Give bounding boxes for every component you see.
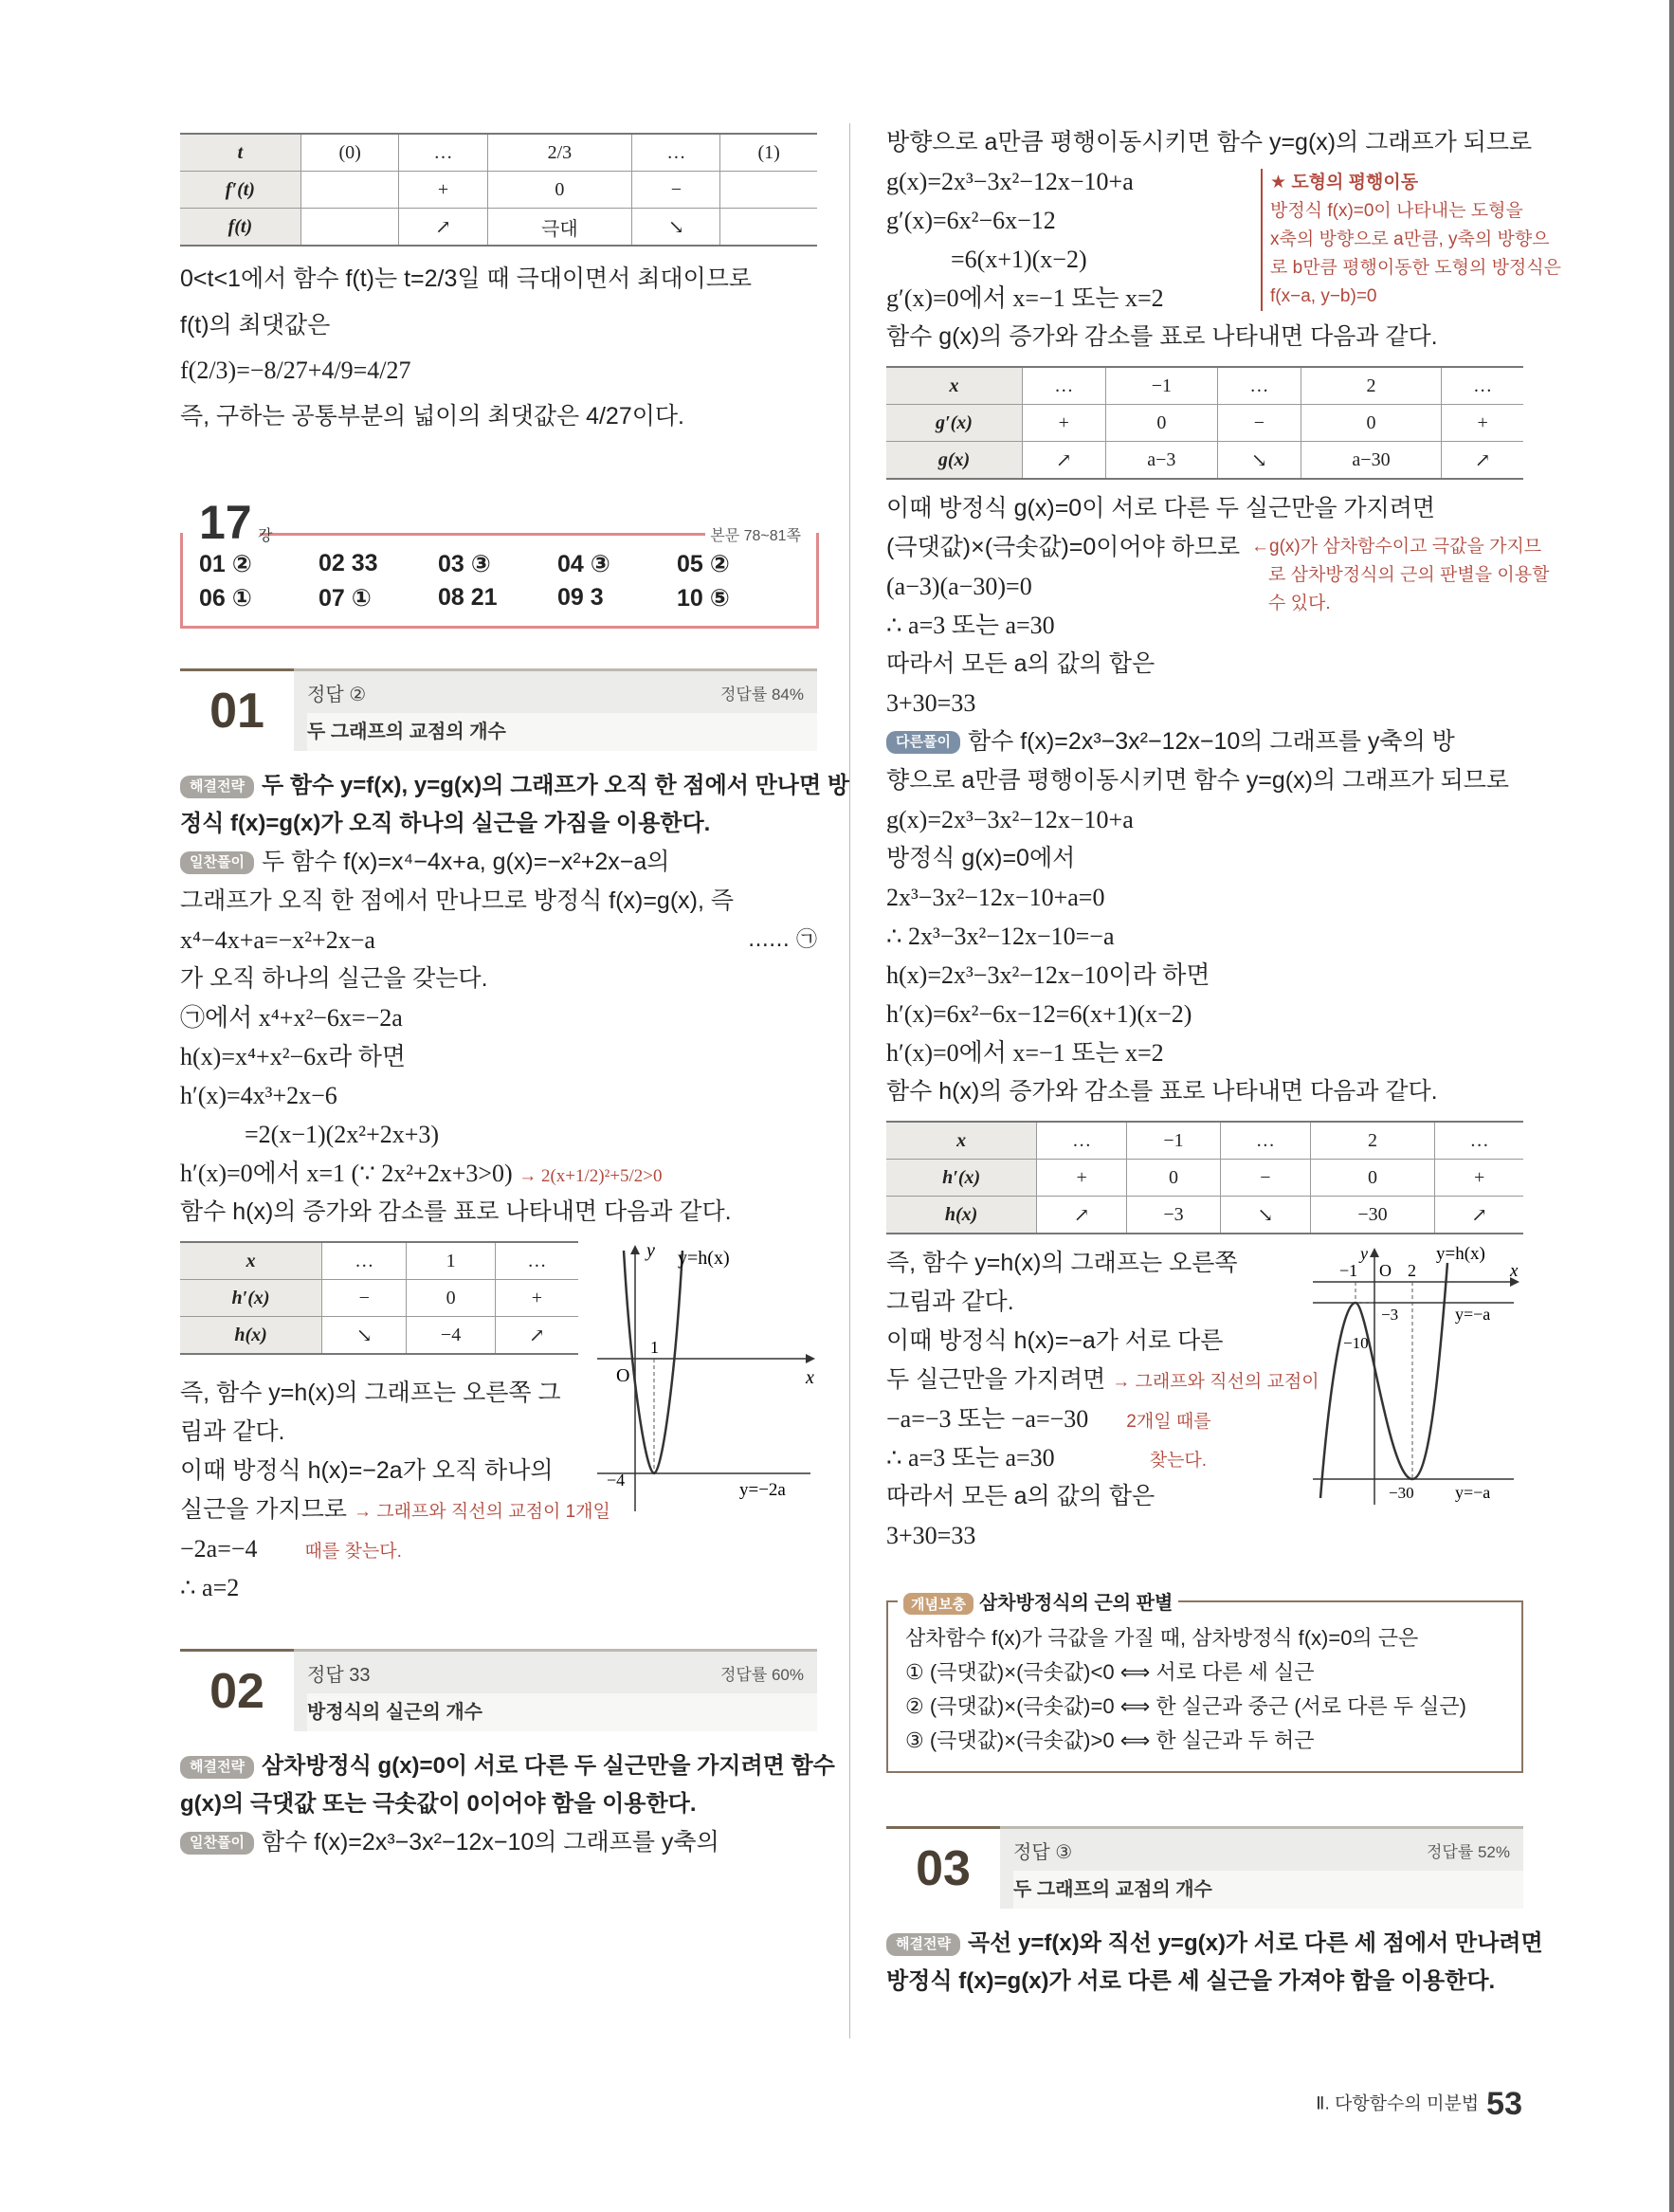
solution-text: 방향으로 a만큼 평행이동시키면 함수 y=g(x)의 그래프가 되므로 <box>886 129 1533 155</box>
table-cell: h(x) <box>180 1317 322 1355</box>
equation-text: h′(x)=4x³+2x−6 <box>180 1082 337 1109</box>
equation-text: 3+30=33 <box>886 689 976 717</box>
right-after-text <box>886 1244 1319 1555</box>
min-label: −4 <box>607 1471 626 1490</box>
concept-title-text: 삼차방정식의 근의 판별 <box>978 1593 1174 1614</box>
ym3-label: −3 <box>1381 1306 1399 1324</box>
table-cell: g(x) <box>886 442 1022 480</box>
table-cell: 0 <box>1310 1160 1435 1197</box>
table-row <box>886 1197 1523 1234</box>
question-info <box>1000 1826 1523 1909</box>
table-cell: f(t) <box>180 209 300 247</box>
table-cell: … <box>1435 1122 1523 1160</box>
right-graph-area <box>886 1244 1523 1566</box>
table-cell: ↗ <box>1037 1197 1127 1234</box>
concept-box <box>886 1593 1523 1773</box>
graph-hx-right <box>1313 1244 1523 1509</box>
table-cell: 2/3 <box>487 134 632 172</box>
question-answer: 정답 33 <box>307 1665 371 1686</box>
table-cell: h′(x) <box>886 1160 1037 1197</box>
solution-text: 즉, 함수 y=h(x)의 그래프는 오른쪽 그 <box>180 1380 561 1406</box>
solution-text: 림과 같다. <box>180 1418 285 1445</box>
table-cell: ↗ <box>1022 442 1105 480</box>
question-info <box>294 1649 817 1731</box>
solution-text: 따라서 모든 a의 값의 합은 <box>886 650 1155 677</box>
table-ft <box>180 133 817 247</box>
table-row <box>886 1122 1523 1160</box>
equation-text: h′(x)=0에서 x=−1 또는 x=2 <box>886 1039 1164 1067</box>
answer-item: 09 3 <box>557 584 604 611</box>
graph-hx <box>597 1241 817 1516</box>
lesson-number: 17 <box>193 495 258 550</box>
solution-text: 이때 방정식 h(x)=−a가 서로 다른 <box>886 1327 1224 1354</box>
table-cell: ↘ <box>632 209 720 247</box>
table-cell: ↘ <box>322 1317 407 1355</box>
question-number: 02 <box>180 1649 294 1731</box>
answer-key-box <box>180 496 817 631</box>
equation-text: g′(x)=0에서 x=−1 또는 x=2 <box>886 284 1164 312</box>
table-cell: … <box>1218 367 1301 405</box>
strategy-line <box>886 1925 1543 1963</box>
table-cell: 1 <box>407 1242 495 1280</box>
line-label-top: y=−a <box>1455 1305 1491 1324</box>
table-cell: −1 <box>1105 367 1217 405</box>
table-cell: t <box>180 134 300 172</box>
table-cell: (1) <box>720 134 817 172</box>
question-number: 01 <box>180 668 294 751</box>
curve-label: y=h(x) <box>678 1248 730 1269</box>
table-row <box>180 1242 578 1280</box>
equation-text: ∴ a=2 <box>180 1574 240 1601</box>
note-graph-3: 찾는다. <box>1149 1451 1208 1471</box>
equation-text: g(x)=2x³−3x²−12x−10+a <box>886 168 1134 195</box>
note-graph: → 그래프와 직선의 교점이 1개일 <box>353 1502 610 1522</box>
solution-text: 그래프가 오직 한 점에서 만나므로 방정식 f(x)=g(x), 즉 <box>180 887 735 914</box>
equation-text: h′(x)=0에서 x=1 (∵ 2x²+2x+3>0) <box>180 1160 513 1187</box>
table-cell <box>300 209 399 247</box>
table-cell <box>720 209 817 247</box>
table-cell: a−3 <box>1105 442 1217 480</box>
note-title: ★ 도형의 평행이동 <box>1270 173 1419 192</box>
x1-label: 1 <box>650 1338 659 1357</box>
table-cell: −30 <box>1310 1197 1435 1234</box>
table-cell: + <box>399 172 487 209</box>
y-axis-arrow <box>630 1245 640 1254</box>
table-cell: 극대 <box>487 209 632 247</box>
table-cell: ↘ <box>1220 1197 1310 1234</box>
table-cell: − <box>1218 405 1301 442</box>
equation-text: h(x)=x⁴+x²−6x라 하면 <box>180 1043 407 1070</box>
table-cell: … <box>632 134 720 172</box>
table-cell: + <box>1037 1160 1127 1197</box>
right-column <box>886 123 1561 2001</box>
table-cell: − <box>322 1280 407 1317</box>
solution-text: 따라서 모든 a의 값의 합은 <box>886 1483 1155 1509</box>
concept-line: 삼차함수 f(x)가 극값을 가질 때, 삼차방정식 f(x)=0의 근은 <box>905 1626 1419 1650</box>
strategy-text: 두 함수 y=f(x), y=g(x)의 그래프가 오직 한 점에서 만나면 방 <box>261 773 850 798</box>
table-cell: 2 <box>1301 367 1442 405</box>
text-max-value: f(t)의 최댓값은 <box>180 312 331 338</box>
x-axis-arrow <box>806 1354 815 1363</box>
concept-title <box>898 1587 1178 1615</box>
answer-item: 03 ③ <box>438 551 491 577</box>
equation-text: −2a=−4 <box>180 1535 258 1563</box>
note-translation <box>1261 169 1561 311</box>
table-cell: 0 <box>1127 1160 1221 1197</box>
table-cell: a−30 <box>1301 442 1442 480</box>
table-row <box>180 1317 578 1355</box>
solution-tag: 일찬풀이 <box>180 1832 254 1855</box>
equation-f-two-thirds: f(2/3)=−8/27+4/9=4/27 <box>180 356 411 384</box>
table-cell: + <box>495 1280 578 1317</box>
strategy-line <box>180 767 850 805</box>
curve-hx <box>624 1251 682 1473</box>
answer-grid <box>199 550 796 612</box>
xm1-label: −1 <box>1339 1261 1358 1280</box>
lesson-label: 강 <box>258 528 273 544</box>
table-cell: (0) <box>300 134 399 172</box>
note-line: 수 있다. <box>1268 594 1331 613</box>
table-cell: − <box>1220 1160 1310 1197</box>
solution-line <box>886 1361 1319 1399</box>
table-cell: x <box>886 1122 1037 1160</box>
solution-text: 실근을 가지므로 <box>180 1496 347 1523</box>
circle-mark: …… ㉠ <box>748 928 817 952</box>
table-cell <box>720 172 817 209</box>
concept-line: ① (극댓값)×(극솟값)<0 ⟺ 서로 다른 세 실근 <box>905 1660 1315 1684</box>
table-cell: g′(x) <box>886 405 1022 442</box>
strategy-text-2: 정식 f(x)=g(x)가 오직 하나의 실근을 가짐을 이용한다. <box>180 811 711 836</box>
y-label: y <box>646 1241 655 1261</box>
question-rate: 정답률 60% <box>719 1666 804 1684</box>
note-title-text: 도형의 평행이동 <box>1291 173 1419 192</box>
table-cell: ↗ <box>495 1317 578 1355</box>
question-answer: 정답 ② <box>307 685 367 705</box>
strategy-tag: 해결전략 <box>180 776 254 798</box>
solution-text: (극댓값)×(극솟값)=0이어야 하므로 <box>886 534 1241 560</box>
table-cell: − <box>632 172 720 209</box>
table-cell: … <box>399 134 487 172</box>
page-footer <box>1316 2086 1522 2123</box>
table-row <box>886 1160 1523 1197</box>
table-row <box>886 442 1523 480</box>
strategy-tag: 해결전략 <box>886 1933 960 1956</box>
note-cubic <box>1251 533 1549 618</box>
table-hx-right <box>886 1121 1523 1234</box>
equation-text: g(x)=2x³−3x²−12x−10+a <box>886 806 1134 833</box>
table-cell: … <box>322 1242 407 1280</box>
right-mid-block <box>886 489 1550 722</box>
answer-item: 02 33 <box>318 550 378 576</box>
table-cell: −1 <box>1127 1122 1221 1160</box>
solution-text: 방정식 g(x)=0에서 <box>886 845 1076 871</box>
table-cell: x <box>180 1242 322 1280</box>
question-answer: 정답 ③ <box>1013 1842 1073 1863</box>
table-cell: 0 <box>1105 405 1217 442</box>
table-cell: x <box>886 367 1022 405</box>
curve-label: y=h(x) <box>1436 1244 1485 1264</box>
question-rate: 정답률 84% <box>719 686 804 704</box>
answer-item: 04 ③ <box>557 551 610 577</box>
table-cell: 0 <box>407 1280 495 1317</box>
strategy-text: 곡선 y=f(x)와 직선 y=g(x)가 서로 다른 세 점에서 만나려면 <box>967 1930 1543 1956</box>
ym30-label: −30 <box>1389 1484 1414 1502</box>
answer-item: 01 ② <box>199 551 252 577</box>
solution-text: 향으로 a만큼 평행이동시키면 함수 y=g(x)의 그래프가 되므로 <box>886 767 1510 794</box>
table-row <box>180 209 817 247</box>
x-label: x <box>1510 1261 1519 1281</box>
table-cell: −3 <box>1127 1197 1221 1234</box>
table-cell: … <box>495 1242 578 1280</box>
equation-text: ㉠에서 x⁴+x²−6x=−2a <box>180 1004 403 1032</box>
table-row <box>886 405 1523 442</box>
solution-text: 함수 h(x)의 증가와 감소를 표로 나타내면 다음과 같다. <box>180 1198 732 1225</box>
table-cell: f′(t) <box>180 172 300 209</box>
page-reference: 본문 78~81쪽 <box>705 523 806 545</box>
alt-solution-line <box>886 722 1523 761</box>
table-gx <box>886 366 1523 480</box>
right-top-block <box>886 123 1561 356</box>
equation-text: ∴ a=3 또는 a=30 <box>886 1444 1055 1472</box>
question-header-02 <box>180 1649 817 1728</box>
concept-line: ② (극댓값)×(극솟값)=0 ⟺ 한 실근과 중근 (서로 다른 두 실근) <box>905 1694 1466 1718</box>
solution-line <box>180 1529 610 1568</box>
q01-after-text <box>180 1374 610 1607</box>
solution-text: 함수 h(x)의 증가와 감소를 표로 나타내면 다음과 같다. <box>886 1078 1438 1105</box>
strategy-text: 삼차방정식 g(x)=0이 서로 다른 두 실근만을 가지려면 함수 <box>261 1753 835 1779</box>
table-cell: + <box>1435 1160 1523 1197</box>
answer-item: 05 ② <box>677 551 730 577</box>
line-label: y=−2a <box>739 1480 786 1500</box>
note-line: 로 삼차방정식의 근의 판별을 이용할 <box>1268 565 1550 585</box>
solution-text: 이때 방정식 h(x)=−2a가 오직 하나의 <box>180 1457 554 1484</box>
table-cell: 0 <box>487 172 632 209</box>
equation-text: x⁴−4x+a=−x²+2x−a <box>180 926 375 954</box>
answer-item: 06 ① <box>199 585 252 612</box>
alt-tag: 다른풀이 <box>886 731 960 754</box>
solution-line <box>886 1399 1319 1438</box>
note-line: f(x−a, y−b)=0 <box>1270 286 1377 306</box>
note-line: ←g(x)가 삼차함수이고 극값을 가지므 <box>1251 537 1542 557</box>
solution-text: 두 함수 f(x)=x⁴−4x+a, g(x)=−x²+2x−a의 <box>261 849 670 875</box>
solution-text: 가 오직 하나의 실근을 갖는다. <box>180 965 488 992</box>
note-line: x축의 방향으로 a만큼, y축의 방향으 <box>1270 229 1550 249</box>
solution-line <box>180 843 817 882</box>
strategy-text-2: g(x)의 극댓값 또는 극솟값이 0이어야 함을 이용한다. <box>180 1791 697 1817</box>
table-cell <box>300 172 399 209</box>
equation-text: (a−3)(a−30)=0 <box>886 573 1032 600</box>
table-cell: h′(x) <box>180 1280 322 1317</box>
solution-line <box>180 1490 610 1529</box>
question-info <box>294 668 817 751</box>
table-cell: 0 <box>1301 405 1442 442</box>
strategy-text-2: 방정식 f(x)=g(x)가 서로 다른 세 실근을 가져야 함을 이용한다. <box>886 1968 1496 1994</box>
ym10-label: −10 <box>1343 1334 1369 1352</box>
equation-text: h(x)=2x³−3x²−12x−10이라 하면 <box>886 961 1210 989</box>
question-title: 두 그래프의 교점의 개수 <box>307 713 817 751</box>
solution-text: 함수 f(x)=2x³−3x²−12x−10의 그래프를 y축의 방 <box>967 728 1455 755</box>
note-line: 로 b만큼 평행이동한 도형의 방정식은 <box>1270 258 1561 278</box>
equation-text: g′(x)=6x²−6x−12 <box>886 207 1056 234</box>
equation-text: =6(x+1)(x−2) <box>951 246 1087 273</box>
solution-text: 함수 g(x)의 증가와 감소를 표로 나타내면 다음과 같다. <box>886 323 1438 350</box>
question-number: 03 <box>886 1826 1000 1909</box>
y-label: y <box>1360 1244 1368 1263</box>
page-edge <box>1669 0 1674 2212</box>
equation-line <box>180 1154 817 1193</box>
table-cell: + <box>1442 405 1523 442</box>
equation-text: 2x³−3x²−12x−10+a=0 <box>886 884 1105 911</box>
equation-text: =2(x−1)(2x²+2x+3) <box>245 1121 440 1148</box>
note-graph-2: 2개일 때를 <box>1126 1412 1211 1432</box>
solution-text: 즉, 함수 y=h(x)의 그래프는 오른쪽 <box>886 1250 1238 1276</box>
y-axis-arrow <box>1370 1248 1379 1257</box>
answer-key-rule <box>260 533 737 536</box>
equation-text: 3+30=33 <box>886 1522 976 1549</box>
origin-label: O <box>1379 1261 1392 1280</box>
concept-tag: 개념보충 <box>903 1593 973 1615</box>
curve-hx <box>1320 1263 1447 1498</box>
concept-line: ③ (극댓값)×(극솟값)>0 ⟺ 한 실근과 두 허근 <box>905 1728 1315 1752</box>
table-cell: ↗ <box>1435 1197 1523 1234</box>
q01-table-graph-area <box>180 1241 817 1620</box>
table-cell: ↗ <box>1442 442 1523 480</box>
table-cell: + <box>1022 405 1105 442</box>
solution-tag: 일찬풀이 <box>180 851 254 874</box>
equation-line <box>180 921 817 960</box>
solution-line <box>886 1438 1319 1477</box>
answer-item: 10 ⑤ <box>677 585 730 612</box>
table-row <box>180 172 817 209</box>
note-line: 방정식 f(x)=0이 나타내는 도형을 <box>1270 201 1523 221</box>
column-divider <box>849 123 850 2038</box>
table-row <box>180 1280 578 1317</box>
table-cell: −4 <box>407 1317 495 1355</box>
table-cell: … <box>1442 367 1523 405</box>
chapter-title: Ⅱ. 다항함수의 미분법 <box>1316 2093 1480 2114</box>
question-header-01 <box>180 668 817 748</box>
note-graph: → 그래프와 직선의 교점이 <box>1112 1372 1319 1392</box>
text-conclusion: 즉, 구하는 공통부분의 넓이의 최댓값은 4/27이다. <box>180 403 684 430</box>
table-cell: 2 <box>1310 1122 1435 1160</box>
line-label-bottom: y=−a <box>1455 1483 1491 1502</box>
table-cell: … <box>1220 1122 1310 1160</box>
solution-text: 그림과 같다. <box>886 1289 1014 1315</box>
question-header-03 <box>886 1826 1523 1906</box>
text-max-condition: 0<t<1에서 함수 f(t)는 t=2/3일 때 극대이면서 최대이므로 <box>180 265 753 292</box>
solution-line <box>180 1823 817 1862</box>
equation-text: ∴ a=3 또는 a=30 <box>886 612 1055 639</box>
table-cell: ↘ <box>1218 442 1301 480</box>
table-row <box>180 134 817 172</box>
equation-text: h′(x)=6x²−6x−12=6(x+1)(x−2) <box>886 1000 1192 1028</box>
note-graph-2: 때를 찾는다. <box>304 1542 402 1562</box>
equation-text: −a=−3 또는 −a=−30 <box>886 1405 1089 1433</box>
table-cell: … <box>1037 1122 1127 1160</box>
question-rate: 정답률 52% <box>1426 1843 1510 1861</box>
equation-text: ∴ 2x³−3x²−12x−10=−a <box>886 923 1115 950</box>
table-cell: ↗ <box>399 209 487 247</box>
answer-item: 07 ① <box>318 585 372 612</box>
table-row <box>886 367 1523 405</box>
table-hx <box>180 1241 578 1355</box>
x-label: x <box>806 1367 814 1388</box>
solution-text: 함수 f(x)=2x³−3x²−12x−10의 그래프를 y축의 <box>261 1829 719 1856</box>
note-inequality: → 2(x+1/2)²+5/2>0 <box>519 1166 663 1186</box>
question-title: 두 그래프의 교점의 개수 <box>1013 1871 1523 1909</box>
answer-item: 08 21 <box>438 584 498 611</box>
table-cell: … <box>1022 367 1105 405</box>
question-title: 방정식의 실근의 개수 <box>307 1693 817 1731</box>
solution-text: 두 실근만을 가지려면 <box>886 1366 1106 1393</box>
origin-label: O <box>616 1365 630 1386</box>
strategy-tag: 해결전략 <box>180 1756 254 1779</box>
left-column <box>180 123 850 1862</box>
strategy-line <box>180 1747 835 1785</box>
solution-text: 이때 방정식 g(x)=0이 서로 다른 두 실근만을 가지려면 <box>886 495 1436 521</box>
table-cell: h(x) <box>886 1197 1037 1234</box>
page-number: 53 <box>1486 2086 1522 2122</box>
x2-label: 2 <box>1408 1261 1416 1280</box>
